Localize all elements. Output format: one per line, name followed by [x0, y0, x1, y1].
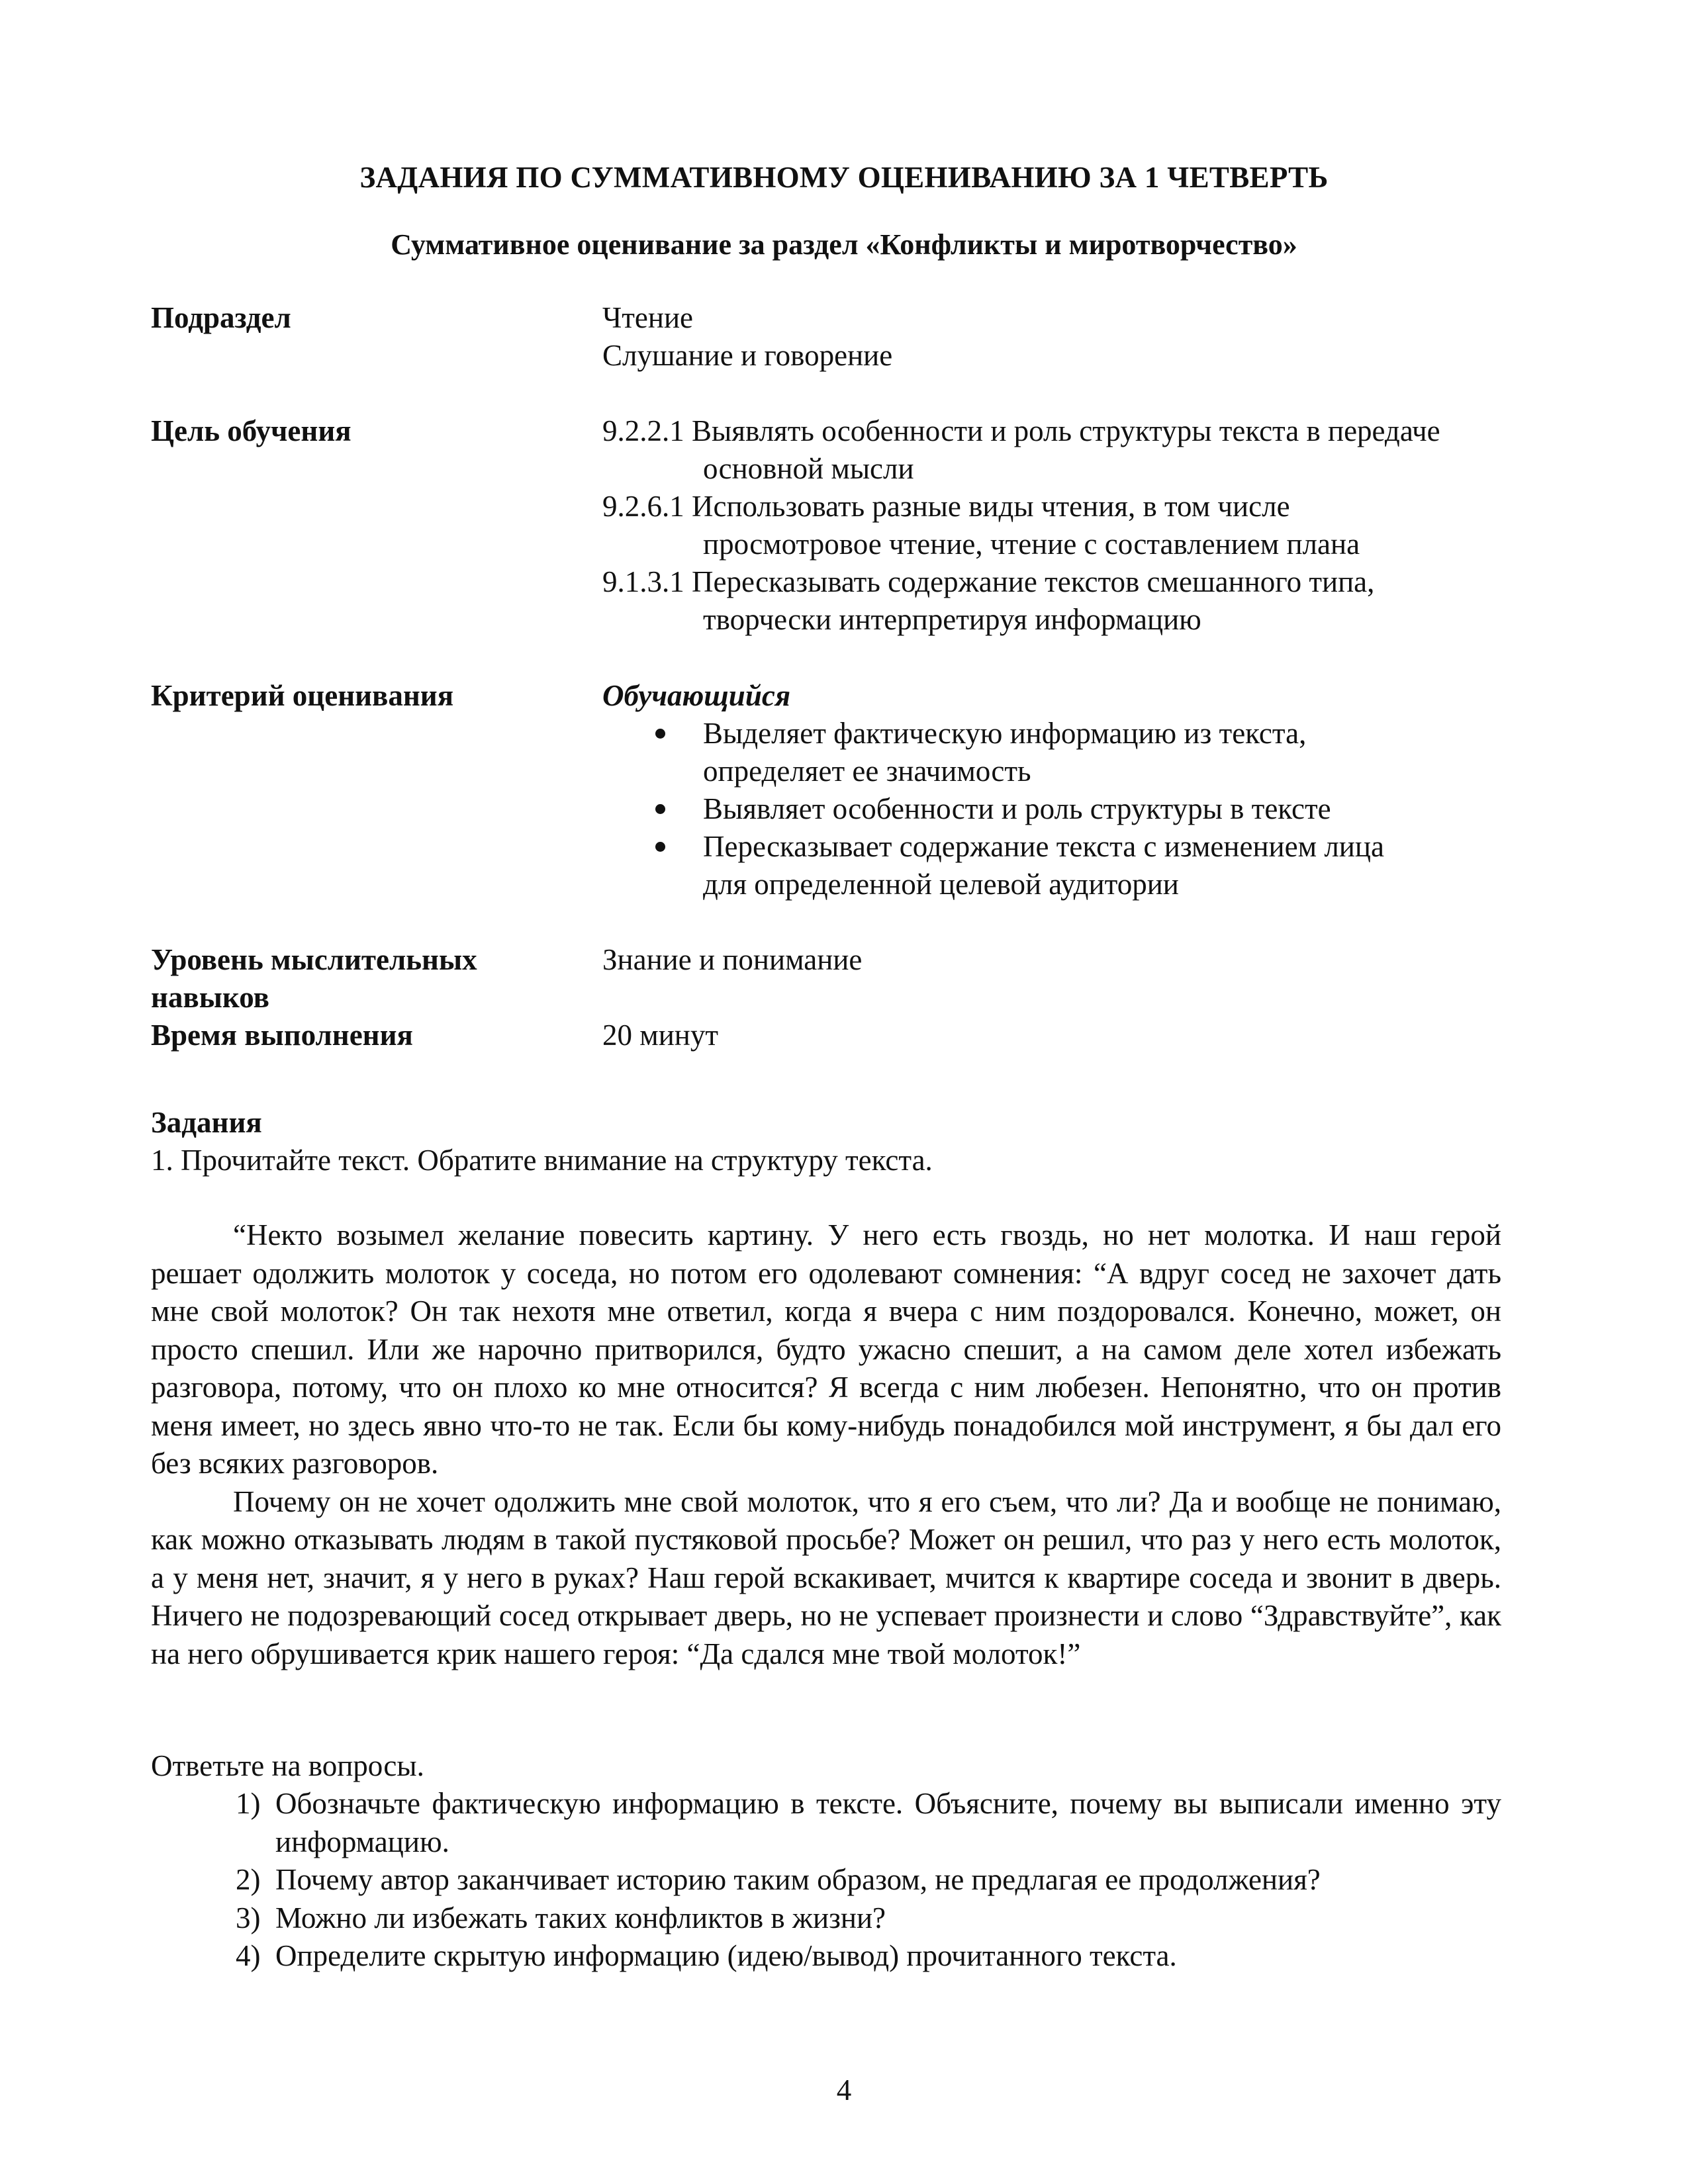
question-number: 1) — [236, 1787, 261, 1820]
subsection-values — [602, 299, 1529, 375]
question-number: 3) — [236, 1901, 261, 1934]
subsection-label: Подраздел — [151, 301, 291, 334]
duration-label: Время выполнения — [151, 1019, 413, 1052]
question-item — [236, 1861, 1501, 1899]
criteria-item — [602, 790, 1430, 828]
learning-goal-list — [602, 412, 1456, 639]
learning-goal-item: 9.1.3.1 Пересказывать содержание текстов смешанного типа, творчески интерпретируя информацию — [602, 565, 1375, 636]
question-item — [236, 1785, 1501, 1861]
questions-list — [236, 1785, 1501, 1976]
question-text: Обозначьте фактическую информацию в тексте. Объясните, почему вы выписали именно эту информацию. — [275, 1787, 1501, 1858]
page-number: 4 — [836, 2073, 852, 2107]
learning-goal-label: Цель обучения — [151, 414, 352, 447]
criteria-list — [602, 715, 1430, 903]
tasks-heading: Задания — [151, 1106, 262, 1139]
bullet-icon — [655, 729, 665, 739]
subsection-value: Чтение — [602, 301, 694, 334]
question-text: Определите скрытую информацию (идею/вывод) прочитанного текста. — [275, 1939, 1177, 1972]
story-paragraph: “Некто возымел желание повесить картину. У него есть гвоздь, но нет молотка. И наш герой решает одолжить молоток у соседа, но потом его одолевают сомнения: “А вдруг сосед не захочет дать мне свой молоток? Он так нехотя мне ответил, когда я вчера с ним поздоровался. Конечно, может, он просто спешил. Или же нарочно притворился, будто ужасно спешит, а на самом деле хотел избежать разговора, потому, что он плохо ко мне относится? Я всегда с ним любезен. Непонятно, что он против меня имеет, но здесь явно что-то не так. Если бы кому-нибудь понадобился мой инструмент, я бы дал его без всяких разговоров. — [151, 1218, 1501, 1480]
story-paragraph: Почему он не хочет одолжить мне свой молоток, что я его съем, что ли? Да и вообще не понимаю, как можно отказывать людям в такой пустяковой просьбе? Может он решил, что раз у него есть молоток, а у меня нет, значит, я у него в руках? Наш герой вскакивает, мчится к квартире соседа и звонит в дверь. Ничего не подозревающий сосед открывает дверь, но не успевает произнести и слово “Здравствуйте”, как на него обрушивается крик нашего героя: “Да сдался мне твой молоток!” — [151, 1484, 1501, 1670]
learning-goal-item: 9.2.2.1 Выявлять особенности и роль структуры текста в передаче основной мысли — [602, 414, 1440, 485]
question-text: Можно ли избежать таких конфликтов в жизни? — [275, 1901, 886, 1934]
duration-value: 20 минут — [602, 1019, 719, 1052]
criteria-item-text: Пересказывает содержание текста с изменением лица для определенной целевой аудитории — [703, 830, 1384, 901]
bullet-icon — [655, 804, 665, 814]
subsection-value: Слушание и говорение — [602, 339, 893, 372]
criteria-head: Обучающийся — [602, 679, 790, 712]
answer-heading: Ответьте на вопросы. — [151, 1749, 424, 1782]
criteria-item-text: Выявляет особенности и роль структуры в тексте — [703, 792, 1331, 825]
criteria-item — [602, 715, 1430, 790]
task-1-instruction: 1. Прочитайте текст. Обратите внимание на структуру текста. — [151, 1144, 933, 1177]
thinking-level-label: Уровень мыслительных навыков — [151, 943, 477, 1014]
question-item — [236, 1937, 1501, 1976]
criteria-item-text: Выделяет фактическую информацию из текста, определяет ее значимость — [703, 717, 1307, 788]
criteria-block — [602, 677, 1430, 903]
question-item — [236, 1899, 1501, 1938]
learning-goal-item: 9.2.6.1 Использовать разные виды чтения, в том числе просмотровое чтение, чтение с составлением плана — [602, 490, 1360, 561]
question-number: 4) — [236, 1939, 261, 1972]
question-text: Почему автор заканчивает историю таким образом, не предлагая ее продолжения? — [275, 1863, 1321, 1896]
bullet-icon — [655, 842, 665, 852]
document-subtitle: Суммативное оценивание за раздел «Конфликты и миротворчество» — [391, 228, 1297, 261]
question-number: 2) — [236, 1863, 261, 1896]
criteria-label: Критерий оценивания — [151, 679, 454, 712]
thinking-level-value: Знание и понимание — [602, 943, 863, 976]
criteria-item — [602, 828, 1430, 903]
story-text — [151, 1216, 1501, 1673]
document-title: ЗАДАНИЯ ПО СУММАТИВНОМУ ОЦЕНИВАНИЮ ЗА 1 ЧЕТВЕРТЬ — [359, 161, 1329, 194]
